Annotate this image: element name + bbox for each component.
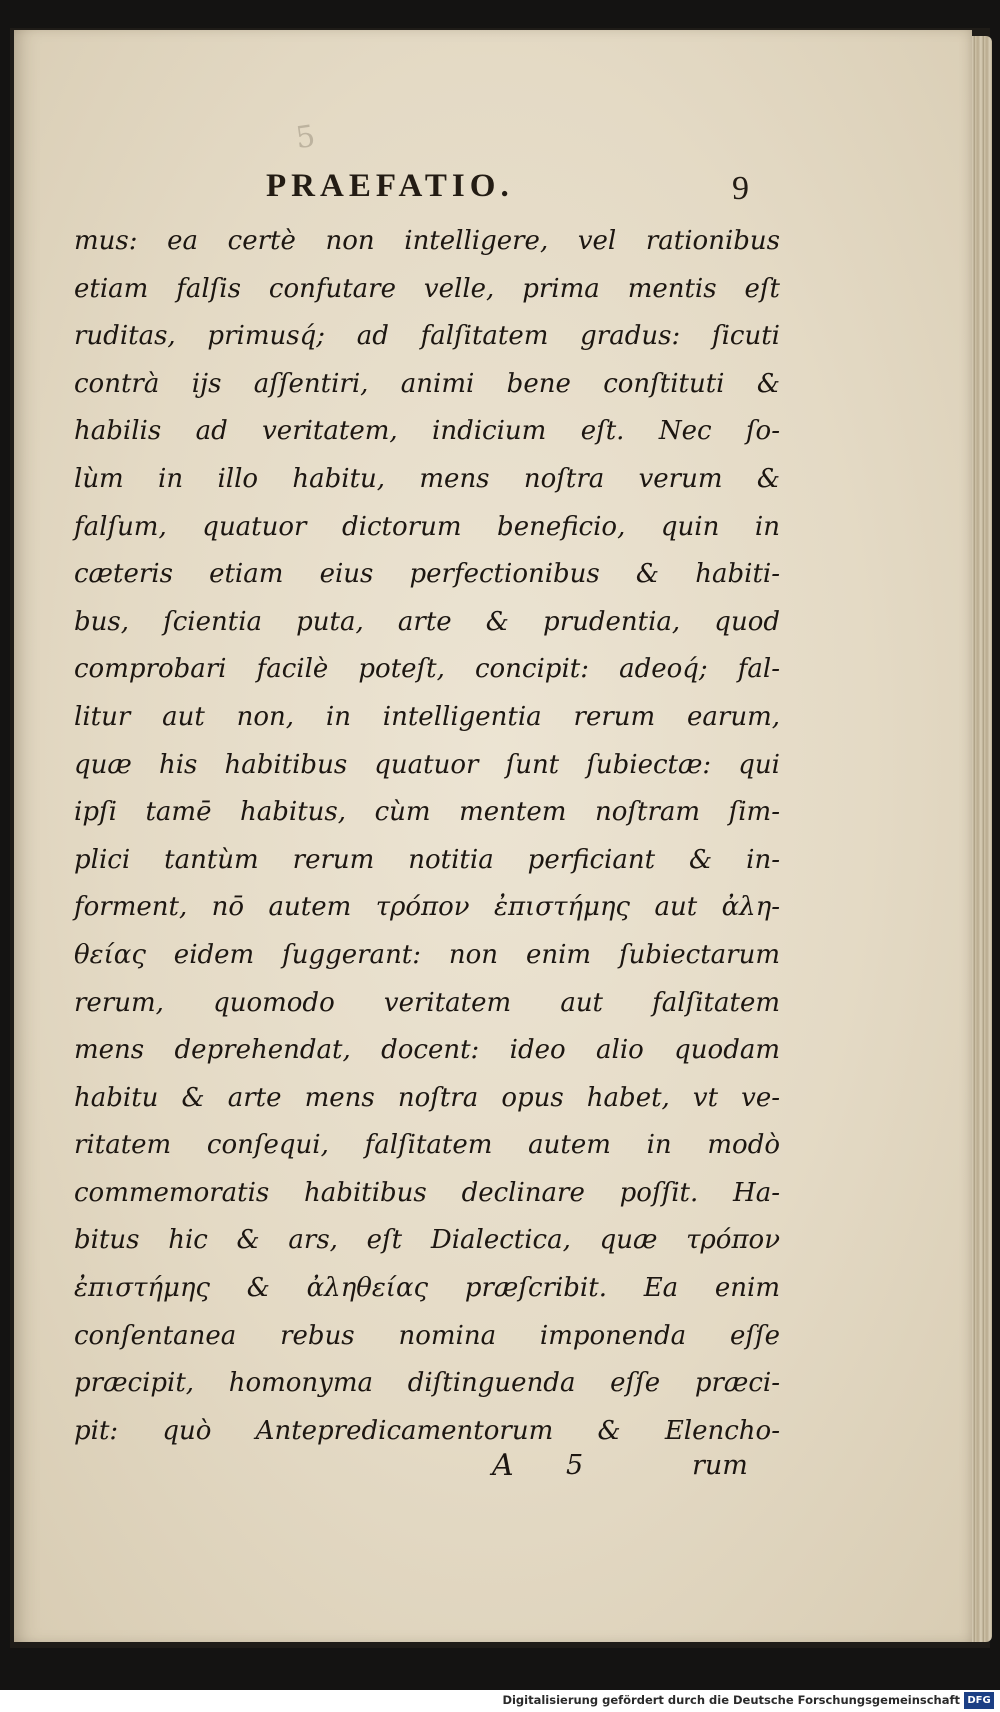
catchword: rum bbox=[692, 1450, 748, 1481]
text-line: θείας eidem ſuggerant: non enim ſubiectarum bbox=[74, 939, 780, 970]
text-line: litur aut non, in intelligentia rerum earum, bbox=[74, 701, 780, 732]
text-line: pit: quò Antepredicamentorum & Elencho- bbox=[74, 1415, 780, 1446]
text-line: conſentanea rebus nomina imponenda eſſe bbox=[74, 1320, 780, 1351]
text-line: quæ his habitibus quatuor ſunt ſubiectæ: qui bbox=[74, 749, 780, 780]
signature-mark: A bbox=[492, 1448, 514, 1483]
text-line: ruditas, primusq́; ad falſitatem gradus: ſicuti bbox=[74, 321, 780, 352]
text-line: comprobari facilè poteſt, concipit: adeoq́; fal- bbox=[74, 654, 780, 685]
text-line: bitus hic & ars, eſt Dialectica, quæ τρόπον bbox=[74, 1225, 780, 1256]
text-line: rerum, quomodo veritatem aut falſitatem bbox=[74, 987, 780, 1018]
text-line: habilis ad veritatem, indicium eſt. Nec ſo- bbox=[74, 416, 780, 447]
text-line: ipſi tamē habitus, cùm mentem noſtram ſim- bbox=[74, 797, 780, 828]
credit-bar bbox=[0, 1690, 1000, 1712]
dfg-logo: DFG bbox=[964, 1692, 994, 1709]
text-line: forment, nō autem τρόπον ἐπιστήμης aut ἀλη- bbox=[74, 892, 780, 923]
text-line: lùm in illo habitu, mens noſtra verum & bbox=[74, 463, 780, 494]
header-title: PRAEFATIO. bbox=[266, 168, 514, 204]
text-line: mus: ea certè non intelligere, vel rationibus bbox=[74, 226, 780, 256]
text-line: præcipit, homonyma diſtinguenda eſſe præci- bbox=[74, 1368, 780, 1399]
text-line: falſum, quatuor dictorum beneficio, quin in bbox=[74, 511, 780, 542]
text-body bbox=[74, 218, 780, 1455]
credit-text: Digitalisierung gefördert durch die Deutsche Forschungsgemeinschaft bbox=[502, 1693, 960, 1707]
page-number: 9 bbox=[732, 170, 749, 207]
running-head bbox=[14, 168, 972, 220]
text-line: ἐπιστήμης & ἀληθείας præſcribit. Ea enim bbox=[74, 1273, 780, 1304]
text-line: contrà ijs aſſentiri, animi bene conſtituti & bbox=[74, 368, 780, 399]
text-line: habitu & arte mens noſtra opus habet, vt ve- bbox=[74, 1082, 780, 1113]
pencil-mark: 5 bbox=[293, 118, 318, 157]
text-line: commemoratis habitibus declinare poſſit. Ha- bbox=[74, 1177, 780, 1208]
text-line: plici tantùm rerum notitia perficiant & in- bbox=[74, 844, 780, 875]
text-line: ritatem conſequi, falſitatem autem in modò bbox=[74, 1130, 780, 1161]
text-line: etiam falſis confutare velle, prima mentis eſt bbox=[74, 273, 780, 304]
book-page bbox=[14, 30, 972, 1642]
text-line: bus, ſcientia puta, arte & prudentia, quod bbox=[74, 606, 780, 637]
catchline bbox=[492, 1448, 782, 1488]
text-line: cæteris etiam eius perfectionibus & habiti- bbox=[74, 559, 780, 590]
text-line: mens deprehendat, docent: ideo alio quodam bbox=[74, 1035, 780, 1066]
signature-number: 5 bbox=[566, 1450, 584, 1481]
